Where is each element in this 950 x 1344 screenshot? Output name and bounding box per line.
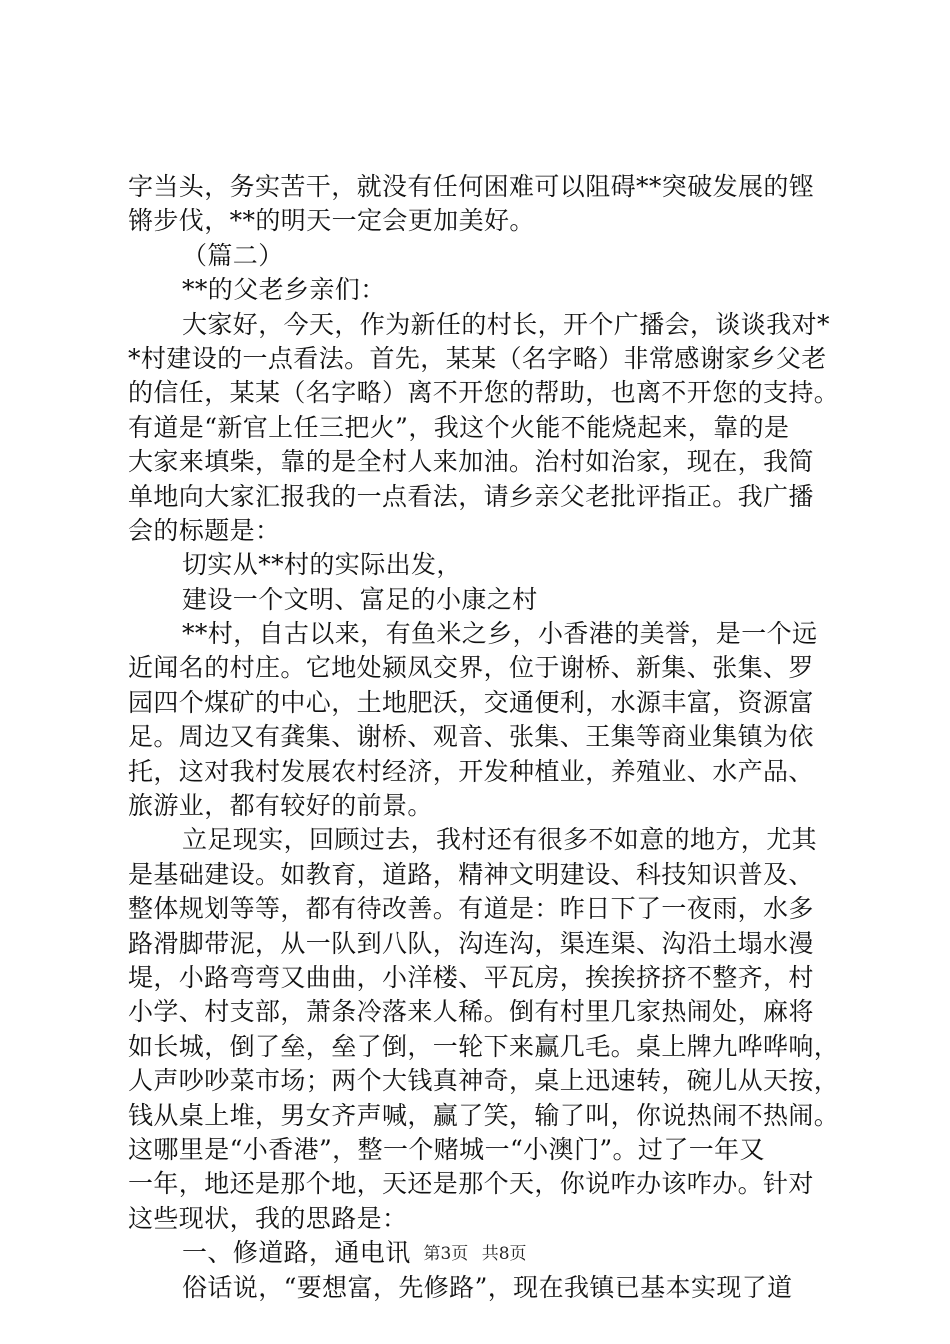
text-line: 字当头，务实苦干，就没有任何困难可以阻碍**突破发展的铿: [128, 172, 815, 201]
text-line: 小学、村支部，萧条冷落来人稀。倒有村里几家热闹处，麻将: [128, 997, 814, 1027]
page-number: 第3页: [423, 1244, 469, 1264]
text-line: 这哪里是“小香港”，整一个赌城一“小澳门”。过了一年又: [128, 1134, 765, 1164]
text-line: *村建设的一点看法。首先，某某（名字略）非常感谢家乡父老: [128, 343, 827, 373]
text-line: （篇二）: [182, 240, 284, 270]
text-line: 园四个煤矿的中心，土地肥沃，交通便利，水源丰富，资源富: [128, 687, 814, 717]
text-line: 大家好，今天，作为新任的村长，开个广播会，谈谈我对*: [182, 309, 830, 339]
text-line: 路滑脚带泥，从一队到八队，沟连沟，渠连渠、沟沿土塌水漫: [128, 928, 814, 958]
text-line: 旅游业，都有较好的前景。: [128, 791, 433, 821]
document-body: [128, 170, 848, 1305]
text-line: 近闻名的村庄。它地处颍凤交界，位于谢桥、新集、张集、罗: [128, 653, 814, 683]
text-line: 托，这对我村发展农村经济，开发种植业，养殖业、水产品、: [128, 756, 814, 786]
text-line: **村，自古以来，有鱼米之乡，小香港的美誉，是一个远: [182, 619, 818, 649]
text-line: 建设一个文明、富足的小康之村: [182, 584, 538, 614]
page-total: 共8页: [481, 1244, 527, 1264]
text-line: 钱从桌上堆，男女齐声喊，赢了笑，输了叫，你说热闹不热闹。: [128, 1100, 840, 1130]
text-line: 会的标题是：: [128, 515, 281, 545]
text-line: 是基础建设。如教育，道路，精神文明建设、科技知识普及、: [128, 859, 814, 889]
text-line: 锵步伐，**的明天一定会更加美好。: [128, 206, 535, 236]
text-line: 立足现实，回顾过去，我村还有很多不如意的地方，尤其: [182, 825, 818, 855]
text-line: 这些现状，我的思路是：: [128, 1203, 408, 1233]
text-line: **的父老乡亲们：: [182, 275, 386, 305]
text-line: 单地向大家汇报我的一点看法，请乡亲父老批评指正。我广播: [128, 481, 814, 511]
text-line: 俗话说，“要想富，先修路”，现在我镇已基本实现了道: [182, 1272, 793, 1302]
text-line: 一年，地还是那个地，天还是那个天，你说咋办该咋办。针对: [128, 1169, 814, 1199]
text-line: 如长城，倒了垒，垒了倒，一轮下来赢几毛。桌上牌九哗哗响，: [128, 1031, 840, 1061]
text-line: 切实从**村的实际出发，: [182, 550, 462, 580]
text-line: 有道是“新官上任三把火”，我这个火能不能烧起来，靠的是: [128, 412, 790, 442]
text-line: 整体规划等等，都有待改善。有道是：昨日下了一夜雨，水多: [128, 894, 814, 924]
text-line: 足。周边又有龚集、谢桥、观音、张集、王集等商业集镇为依: [128, 722, 814, 752]
text-line: 大家来填柴，靠的是全村人来加油。治村如治家，现在，我简: [128, 447, 814, 477]
text-line: 一、修道路，通电讯: [182, 1238, 411, 1268]
text-line: 堤，小路弯弯又曲曲，小洋楼、平瓦房，挨挨挤挤不整齐，村: [128, 962, 814, 992]
text-line: 的信任，某某（名字略）离不开您的帮助，也离不开您的支持。: [128, 378, 840, 408]
text-line: 人声吵吵菜市场；两个大钱真神奇，桌上迅速转，碗儿从天按，: [128, 1066, 840, 1096]
page-footer: [0, 1243, 950, 1265]
